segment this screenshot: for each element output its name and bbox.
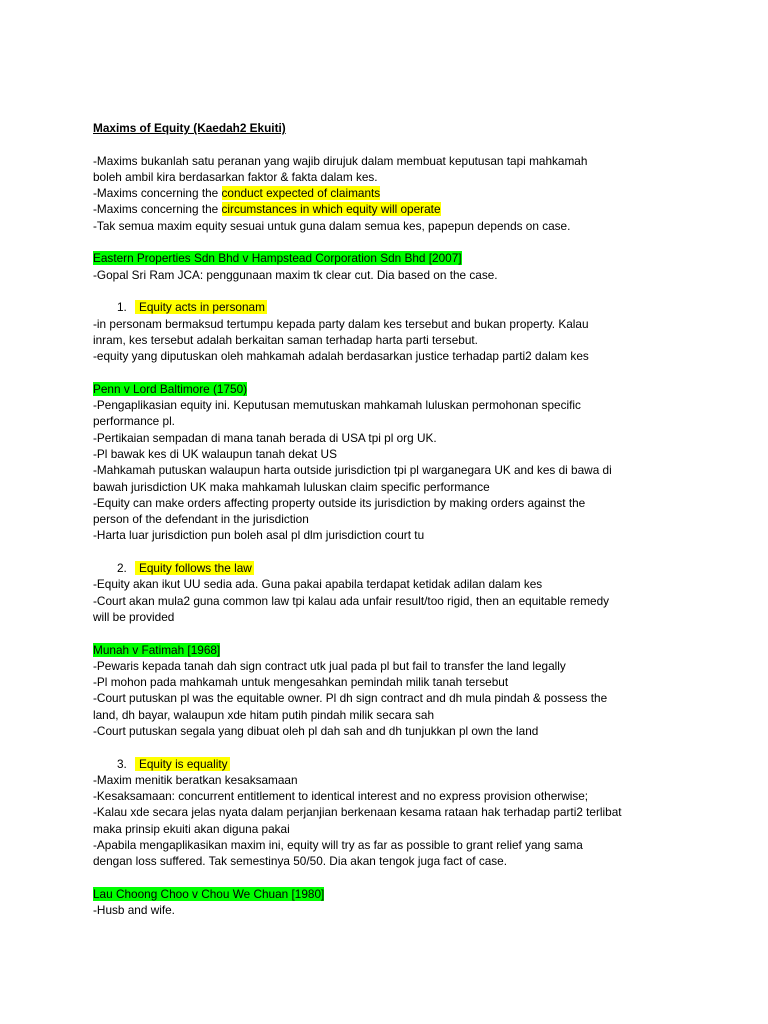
case-heading bbox=[93, 381, 693, 397]
document-body bbox=[93, 120, 693, 919]
maxim-heading-3: 3. Equity is equality bbox=[117, 756, 228, 771]
maxim-line: dengan loss suffered. Tak semestinya 50/50. Dia akan tengok juga fact of case. bbox=[93, 854, 508, 869]
case-line: -Pl mohon pada mahkamah untuk mengesahkan pemindah milik tanah tersebut bbox=[93, 675, 509, 690]
case-line: -Pewaris kepada tanah dah sign contract utk jual pada pl but fail to transfer the land legally bbox=[93, 658, 566, 673]
intro-conduct-line: -Maxims concerning the conduct expected of claimants bbox=[93, 186, 381, 201]
maxim-line: -Equity akan ikut UU sedia ada. Guna pakai apabila terdapat ketidak adilan dalam kes bbox=[93, 577, 543, 592]
case-line: -Pl bawak kes di UK walaupun tanah dekat US bbox=[93, 446, 337, 461]
maxim-line: inram, kes tersebut adalah berkaitan saman terhadap harta parti tersebut. bbox=[93, 332, 478, 347]
case-name-munah: Munah v Fatimah [1968] bbox=[93, 642, 221, 657]
intro-line: boleh ambil kira berdasarkan faktor & fakta dalam kes. bbox=[93, 169, 378, 184]
maxim-line: -Maxim menitik beratkan kesaksamaan bbox=[93, 772, 298, 787]
case-line: -Pengaplikasian equity ini. Keputusan memutuskan mahkamah luluskan permohonan specific bbox=[93, 398, 581, 413]
case-line: -Court putuskan segala yang dibuat oleh pl dah sah and dh tunjukkan pl own the land bbox=[93, 723, 539, 738]
case-line: bawah jurisdiction UK maka mahkamah luluskan claim specific performance bbox=[93, 479, 490, 494]
maxim-line: -equity yang diputuskan oleh mahkamah adalah berdasarkan justice terhadap parti2 dalam kes bbox=[93, 349, 589, 364]
document-title: Maxims of Equity (Kaedah2 Ekuiti) bbox=[93, 121, 286, 135]
maxim-heading-1: 1. Equity acts in personam bbox=[117, 300, 265, 315]
case-line: land, dh bayar, walaupun xde hitam putih pindah milik secara sah bbox=[93, 707, 435, 722]
maxim-line: maka prinsip ekuiti akan diguna pakai bbox=[93, 821, 290, 836]
case-name-eastern-properties: Eastern Properties Sdn Bhd v Hampstead Corporation Sdn Bhd [2007] bbox=[93, 251, 462, 266]
maxim-heading-2: 2. Equity follows the law bbox=[117, 561, 252, 576]
maxim-label: Equity acts in personam bbox=[135, 300, 267, 314]
maxim-line: -Apabila mengaplikasikan maxim ini, equity will try as far as possible to grant relief yang sama bbox=[93, 838, 583, 853]
case-line: -Harta luar jurisdiction pun boleh asal pl dlm jurisdiction court tu bbox=[93, 528, 425, 543]
case-name-penn: Penn v Lord Baltimore (1750) bbox=[93, 381, 248, 396]
case-line: -Husb and wife. bbox=[93, 903, 175, 918]
intro-line: -Tak semua maxim equity sesuai untuk guna dalam semua kes, papepun depends on case. bbox=[93, 218, 571, 233]
intro-circumstances-line: -Maxims concerning the circumstances in which equity will operate bbox=[93, 202, 441, 217]
maxim-label: Equity is equality bbox=[135, 757, 230, 771]
maxim-line: -in personam bermaksud tertumpu kepada party dalam kes tersebut and bukan property. Kalau bbox=[93, 316, 589, 331]
case-line: person of the defendant in the jurisdiction bbox=[93, 512, 309, 527]
case-line: -Equity can make orders affecting property outside its jurisdiction by making orders against the bbox=[93, 495, 586, 510]
intro-line: -Maxims bukanlah satu peranan yang wajib dirujuk dalam membuat keputusan tapi mahkamah bbox=[93, 153, 588, 168]
maxim-line: will be provided bbox=[93, 609, 175, 624]
case-heading bbox=[93, 642, 693, 658]
maxim-label: Equity follows the law bbox=[135, 561, 254, 575]
case-line: -Court putuskan pl was the equitable owner. Pl dh sign contract and dh mula pindah & possess the bbox=[93, 691, 608, 706]
case-name-lau-choong-choo: Lau Choong Choo v Chou We Chuan [1980] bbox=[93, 886, 325, 901]
maxim-line: -Court akan mula2 guna common law tpi kalau ada unfair result/too rigid, then an equitable remedy bbox=[93, 593, 610, 608]
case-heading bbox=[93, 250, 693, 266]
maxim-line: -Kalau xde secara jelas nyata dalam perjanjian berkenaan kesama rataan hak terhadap parti2 terlibat bbox=[93, 805, 622, 820]
case-line: -Gopal Sri Ram JCA: penggunaan maxim tk clear cut. Dia based on the case. bbox=[93, 267, 498, 282]
case-line: performance pl. bbox=[93, 414, 175, 429]
case-line: -Mahkamah putuskan walaupun harta outside jurisdiction tpi pl warganegara UK and kes di bawa di bbox=[93, 463, 612, 478]
maxim-line: -Kesaksamaan: concurrent entitlement to identical interest and no express provision otherwise; bbox=[93, 789, 589, 804]
case-line: -Pertikaian sempadan di mana tanah berada di USA tpi pl org UK. bbox=[93, 430, 437, 445]
case-heading bbox=[93, 886, 693, 902]
highlight-circumstances: circumstances in which equity will operate bbox=[221, 202, 441, 217]
highlight-conduct: conduct expected of claimants bbox=[221, 186, 381, 201]
